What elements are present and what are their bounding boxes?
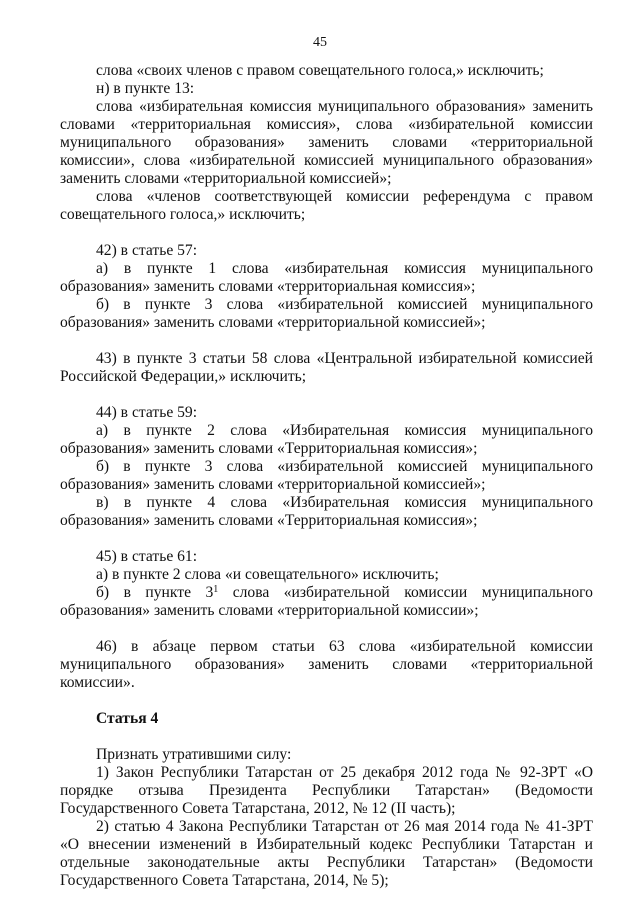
spacer: [60, 530, 593, 548]
paragraph: б) в пункте 3 слова «избирательной комиссией муниципального образования» заменить словами «территориальной комиссией»;: [60, 458, 593, 493]
spacer: [60, 728, 593, 746]
paragraph: а) в пункте 2 слова «и совещательного» исключить;: [96, 566, 439, 583]
paragraph: 46) в абзаце первом статьи 63 слова «избирательной комиссии муниципального образования» заменить словами «территориальной комиссии».: [60, 638, 593, 691]
paragraph: в) в пункте 4 слова «Избирательная комиссия муниципального образования» заменить словами «Территориальная комиссия»;: [60, 494, 593, 529]
paragraph: слова «избирательная комиссия муниципального образования» заменить словами «территориальная комиссия», слова «избирательной комиссии муниципального образования» заменить словами «территориальной комиссии», слова «избирательной комиссией муниципального образования» заменить словами «территориальной комиссией»;: [60, 98, 593, 187]
spacer: [60, 224, 593, 242]
paragraph: 44) в статье 59:: [96, 404, 198, 421]
paragraph: 1) Закон Республики Татарстан от 25 декабря 2012 года № 92-ЗРТ «О порядке отзыва Президента Республики Татарстан» (Ведомости Государственного Совета Татарстана, 2012, № 12 (II часть);: [60, 764, 593, 817]
paragraph: слова «своих членов с правом совещательного голоса,» исключить;: [96, 62, 544, 79]
paragraph: 43) в пункте 3 статьи 58 слова «Центральной избирательной комиссией Российской Федерации,» исключить;: [60, 350, 593, 385]
document-body: [60, 62, 593, 890]
paragraph: [60, 584, 593, 620]
paragraph: 42) в статье 57:: [96, 242, 198, 259]
paragraph: слова «членов соответствующей комиссии референдума с правом совещательного голоса,» исключить;: [60, 188, 593, 223]
superscript: 1: [213, 584, 219, 595]
spacer: [60, 620, 593, 638]
paragraph: а) в пункте 2 слова «Избирательная комиссия муниципального образования» заменить словами «Территориальная комиссия»;: [60, 422, 593, 457]
paragraph-text: б) в пункте 3: [96, 584, 214, 601]
paragraph: Признать утратившими силу:: [96, 746, 292, 763]
page-number: 45: [313, 35, 327, 50]
spacer: [60, 692, 593, 710]
paragraph: 2) статью 4 Закона Республики Татарстан от 26 мая 2014 года № 41-ЗРТ «О внесении изменений в Избирательный кодекс Республики Татарстан и отдельные законодательные акты Республики Татарстан» (Ведомости Государственного Совета Татарстана, 2014, № 5);: [60, 818, 593, 889]
spacer: [60, 332, 593, 350]
paragraph: а) в пункте 1 слова «избирательная комиссия муниципального образования» заменить словами «территориальная комиссия»;: [60, 260, 593, 295]
article-heading: Статья 4: [96, 710, 159, 727]
paragraph: 45) в статье 61:: [96, 548, 198, 565]
spacer: [60, 386, 593, 404]
paragraph: н) в пункте 13:: [96, 80, 195, 97]
paragraph-text: слова «избирательной комиссии муниципального образования» заменить словами «территориальной комиссии»;: [60, 584, 593, 619]
paragraph: б) в пункте 3 слова «избирательной комиссией муниципального образования» заменить словами «территориальной комиссией»;: [60, 296, 593, 331]
